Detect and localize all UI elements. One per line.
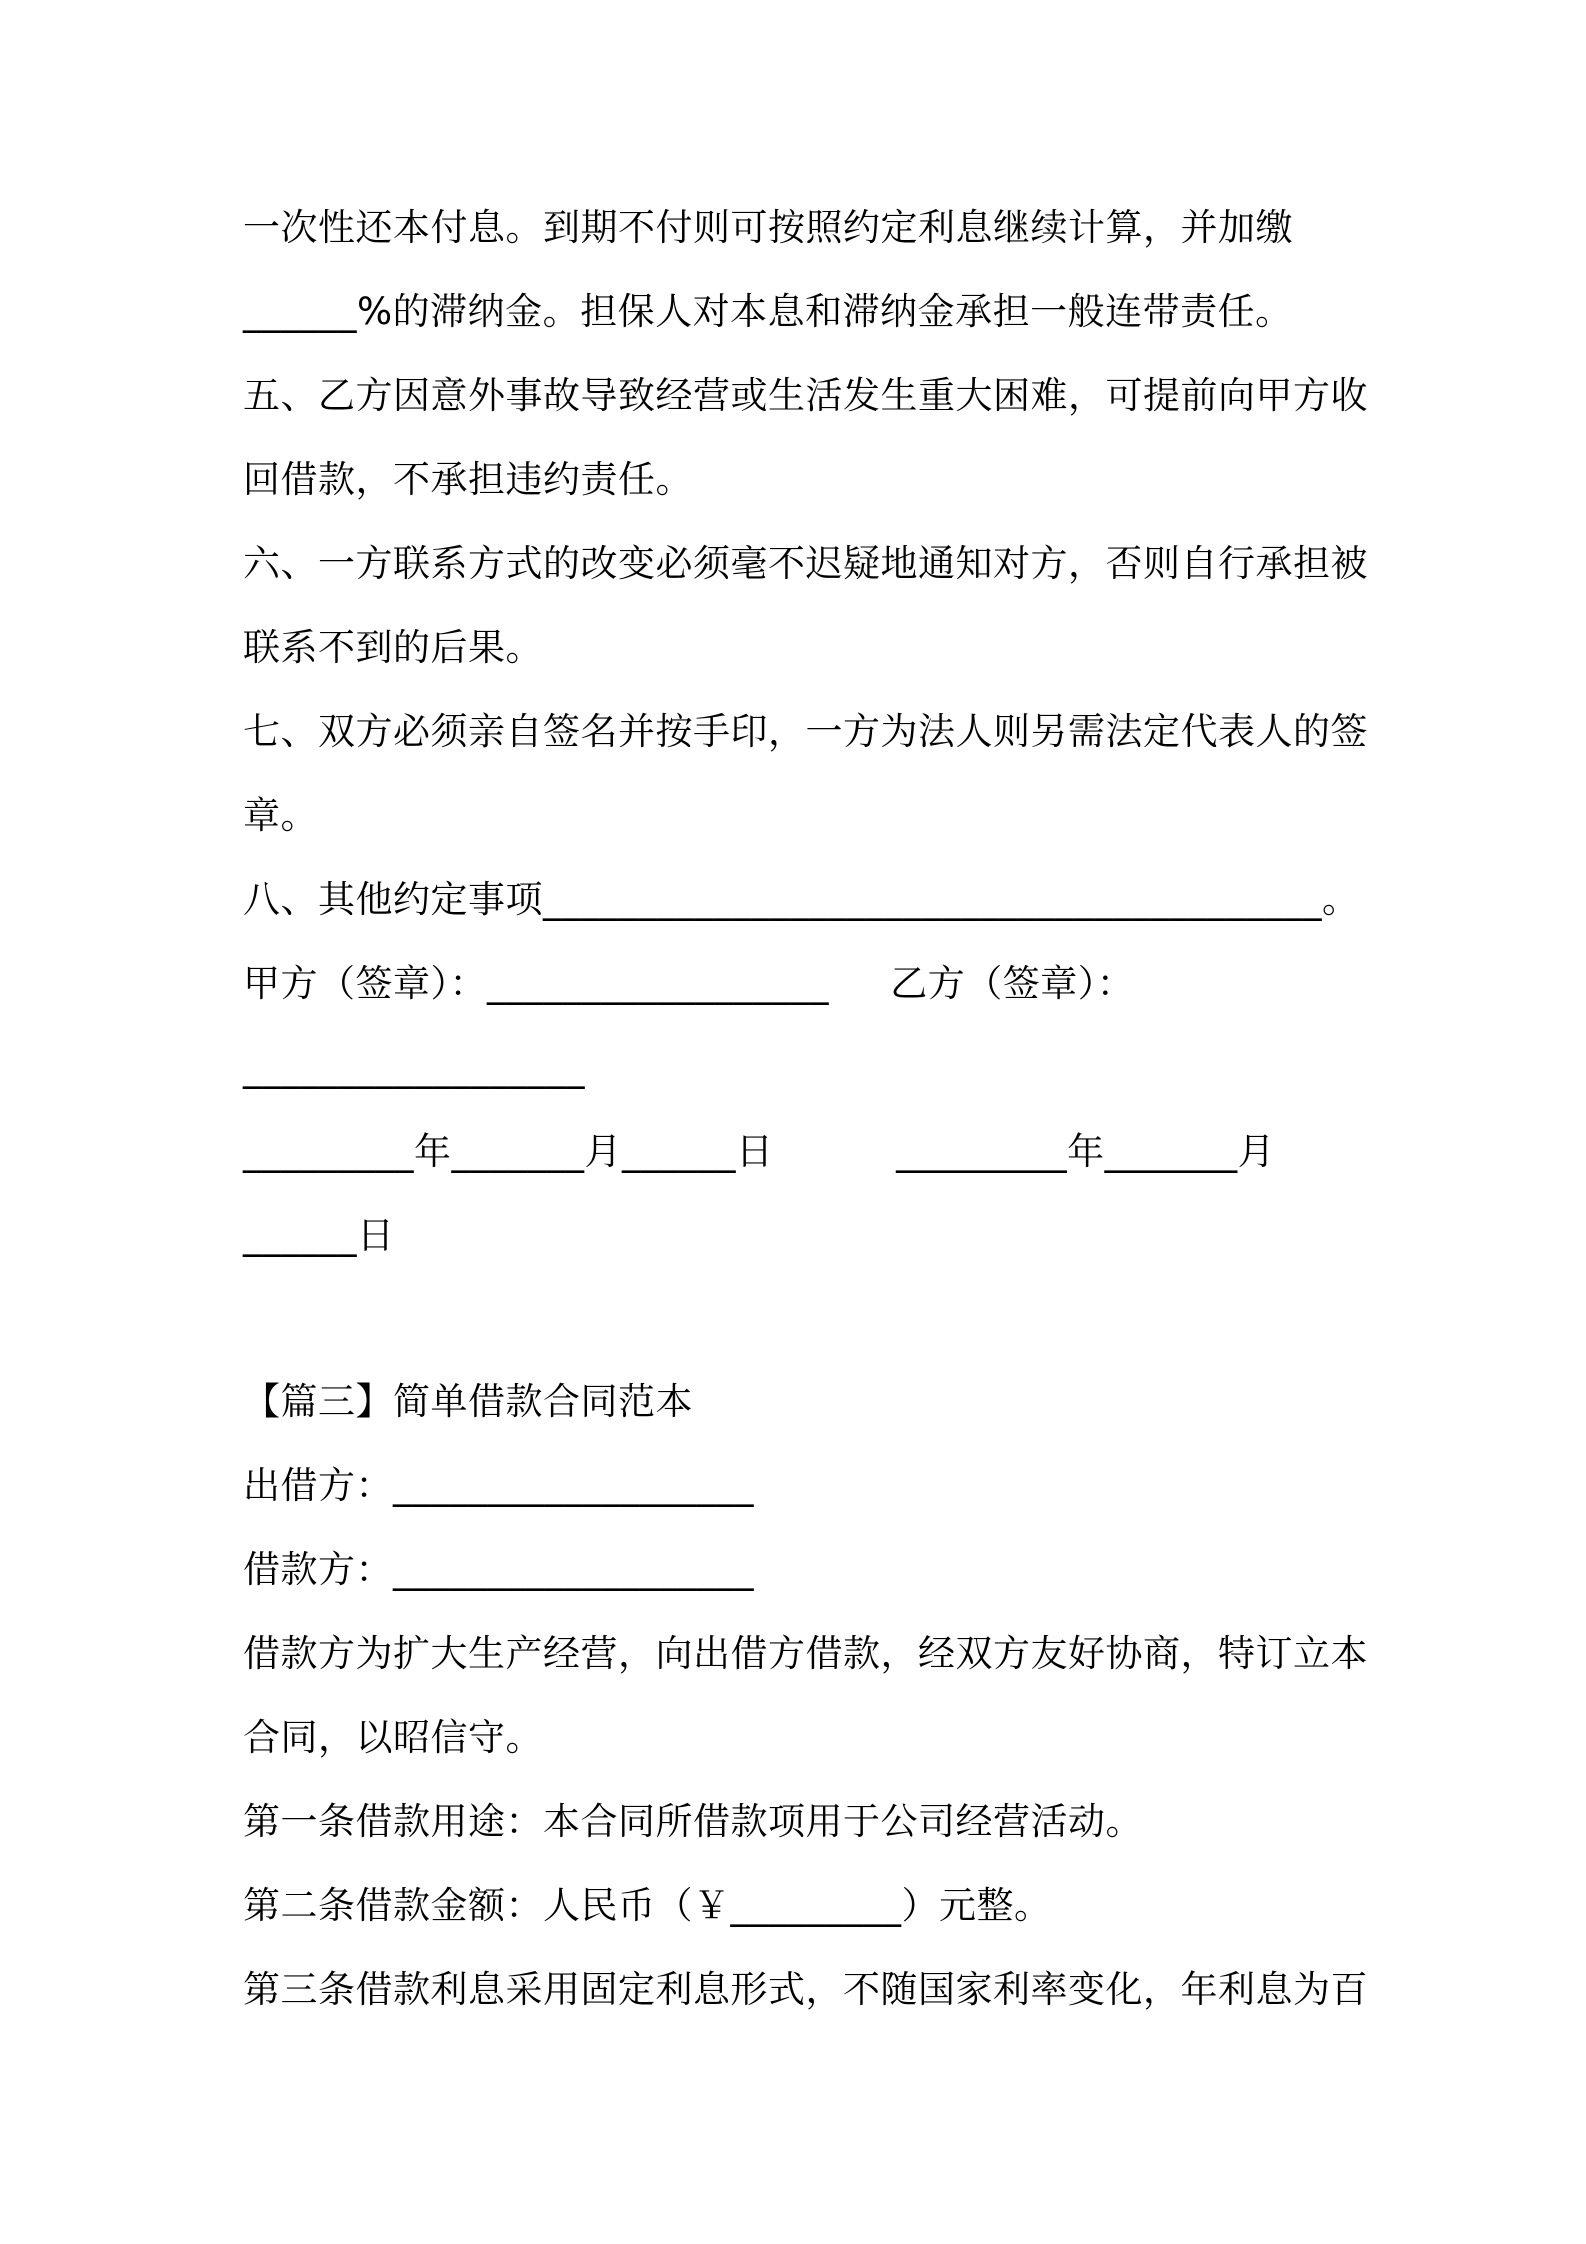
article-line: 第二条借款金额：人民币（￥_________）元整。 [243, 1884, 1052, 1927]
text-line: 八、其他约定事项_________________________________________。 [243, 878, 1360, 921]
date-line: _________年_______月______日 _________年_______月 [243, 1130, 1276, 1173]
date-line: ______日 [243, 1214, 395, 1257]
text-line: 借款方为扩大生产经营，向出借方借款，经双方友好协商，特订立本 [243, 1632, 1368, 1675]
lender-line: 出借方：___________________ [243, 1464, 754, 1507]
signature-line: 甲方（签章）：__________________ 乙方（签章）： [243, 962, 1135, 1005]
text-line: ______%的滞纳金。担保人对本息和滞纳金承担一般连带责任。 [243, 290, 1293, 333]
text-line: 回借款，不承担违约责任。 [243, 458, 693, 501]
text-line: 章。 [243, 794, 318, 837]
borrower-line: 借款方：___________________ [243, 1548, 754, 1591]
article-line: 第一条借款用途：本合同所借款项用于公司经营活动。 [243, 1800, 1143, 1843]
text-line: 合同，以昭信守。 [243, 1716, 543, 1759]
text-line: 六、一方联系方式的改变必须毫不迟疑地通知对方，否则自行承担被 [243, 542, 1368, 585]
article-line: 第三条借款利息采用固定利息形式，不随国家利率变化，年利息为百 [243, 1968, 1368, 2011]
text-line: 五、乙方因意外事故导致经营或生活发生重大困难，可提前向甲方收 [243, 374, 1368, 417]
text-line: 七、双方必须亲自签名并按手印，一方为法人则另需法定代表人的签 [243, 710, 1368, 753]
text-line: 联系不到的后果。 [243, 626, 543, 669]
signature-blank: __________________ [243, 1046, 585, 1089]
section-title: 【篇三】简单借款合同范本 [243, 1380, 693, 1423]
text-line: 一次性还本付息。到期不付则可按照约定利息继续计算，并加缴 [243, 206, 1293, 249]
